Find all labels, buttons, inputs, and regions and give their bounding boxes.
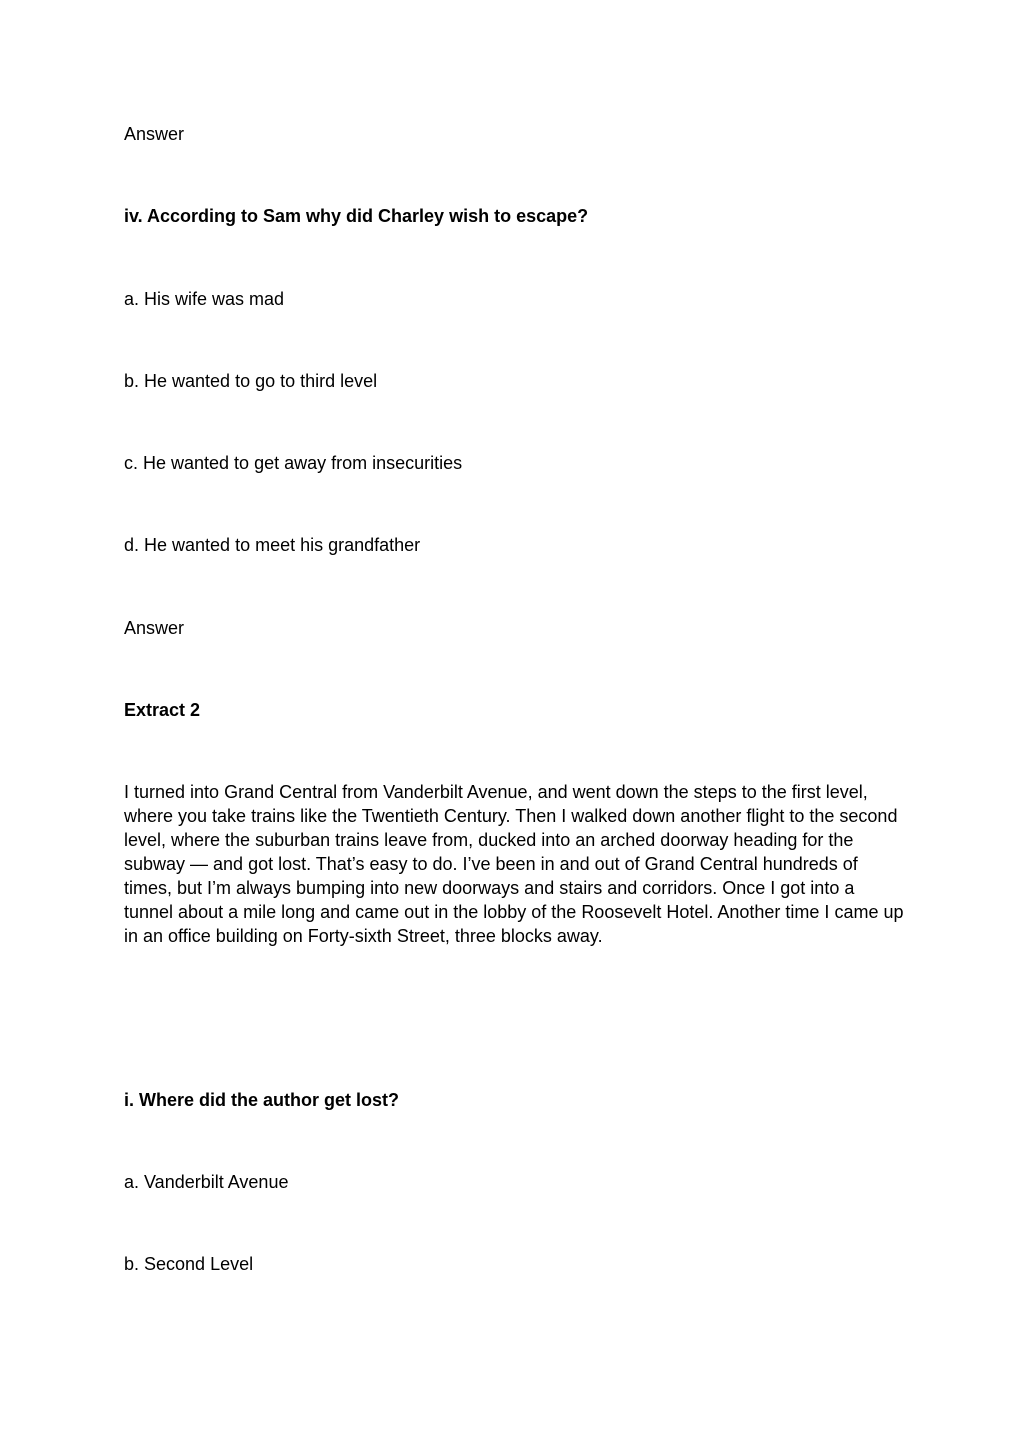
answer-label: Answer bbox=[124, 124, 185, 144]
option-a: a. His wife was mad bbox=[124, 289, 285, 309]
extract-title: Extract 2 bbox=[124, 700, 201, 720]
answer-label-2: Answer bbox=[124, 618, 185, 638]
question-iv: iv. According to Sam why did Charley wish to escape? bbox=[124, 206, 589, 226]
option-d: d. He wanted to meet his grandfather bbox=[124, 535, 421, 555]
extract-passage: I turned into Grand Central from Vanderbilt Avenue, and went down the steps to the first level, where you take trains like the Twentieth Century. Then I walked down another flight to the second level, where the suburban trains leave from, ducked into an arched doorway heading for the subway — and got lost. That’s easy to do. I’ve been in and out of Grand Central hundreds of times, but I’m always bumping into new doorways and stairs and corridors. Once I got into a tunnel about a mile long and came out in the lobby of the Roosevelt Hotel. Another time I came up in an office building on Forty-sixth Street, three blocks away. bbox=[124, 782, 904, 946]
option-c: c. He wanted to get away from insecurities bbox=[124, 453, 463, 473]
question-i: i. Where did the author get lost? bbox=[124, 1090, 400, 1110]
option-a-2: a. Vanderbilt Avenue bbox=[124, 1172, 289, 1192]
option-b-2: b. Second Level bbox=[124, 1254, 254, 1274]
option-b: b. He wanted to go to third level bbox=[124, 371, 378, 391]
